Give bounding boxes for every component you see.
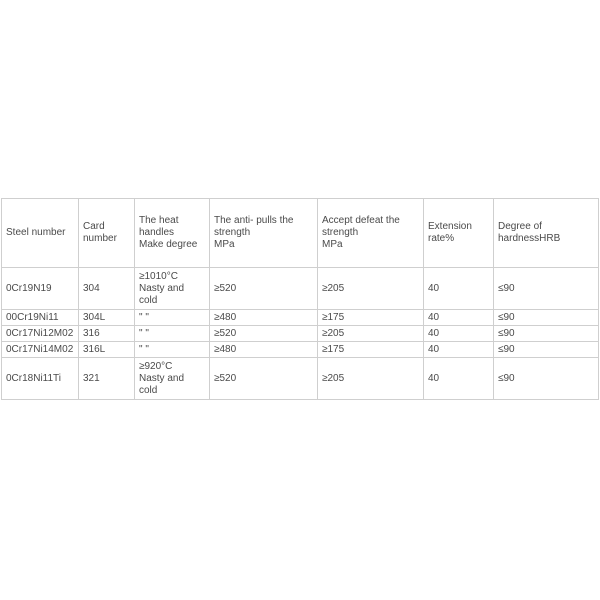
cell-hardness: ≤90 [494,342,599,358]
cell-yield-strength: ≥205 [318,268,424,310]
cell-elongation: 40 [424,310,494,326]
cell-hardness: ≤90 [494,310,599,326]
cell-hardness: ≤90 [494,358,599,400]
cell-card-number: 304 [79,268,135,310]
table-row [2,326,599,342]
table-row [2,268,599,310]
cell-steel-number: 0Cr19N19 [2,268,79,310]
cell-tensile-strength: ≥480 [210,342,318,358]
cell-hardness: ≤90 [494,268,599,310]
header-hardness: Degree of hardnessHRB [494,199,599,268]
header-elongation: Extension rate% [424,199,494,268]
cell-elongation: 40 [424,326,494,342]
cell-heat-treatment: " " [135,310,210,326]
cell-steel-number: 00Cr19Ni11 [2,310,79,326]
cell-elongation: 40 [424,342,494,358]
cell-card-number: 321 [79,358,135,400]
cell-tensile-strength: ≥480 [210,310,318,326]
cell-card-number: 304L [79,310,135,326]
cell-tensile-strength: ≥520 [210,358,318,400]
cell-heat-treatment: ≥1010°C Nasty and cold [135,268,210,310]
cell-heat-treatment: " " [135,326,210,342]
table-row [2,342,599,358]
table-row [2,358,599,400]
table-row [2,310,599,326]
cell-yield-strength: ≥175 [318,342,424,358]
cell-heat-treatment: ≥920°C Nasty and cold [135,358,210,400]
cell-hardness: ≤90 [494,326,599,342]
header-steel-number: Steel number [2,199,79,268]
cell-yield-strength: ≥175 [318,310,424,326]
header-card-number: Card number [79,199,135,268]
cell-card-number: 316 [79,326,135,342]
cell-steel-number: 0Cr17Ni12M02 [2,326,79,342]
cell-elongation: 40 [424,358,494,400]
cell-card-number: 316L [79,342,135,358]
cell-tensile-strength: ≥520 [210,326,318,342]
cell-elongation: 40 [424,268,494,310]
cell-yield-strength: ≥205 [318,326,424,342]
steel-properties-table-container [1,198,598,400]
header-yield-strength: Accept defeat the strength MPa [318,199,424,268]
header-row [2,199,599,268]
cell-steel-number: 0Cr17Ni14M02 [2,342,79,358]
steel-properties-table [1,198,599,400]
header-heat-treatment: The heat handles Make degree [135,199,210,268]
cell-heat-treatment: " " [135,342,210,358]
cell-yield-strength: ≥205 [318,358,424,400]
cell-tensile-strength: ≥520 [210,268,318,310]
cell-steel-number: 0Cr18Ni11Ti [2,358,79,400]
header-tensile-strength: The anti- pulls the strength MPa [210,199,318,268]
